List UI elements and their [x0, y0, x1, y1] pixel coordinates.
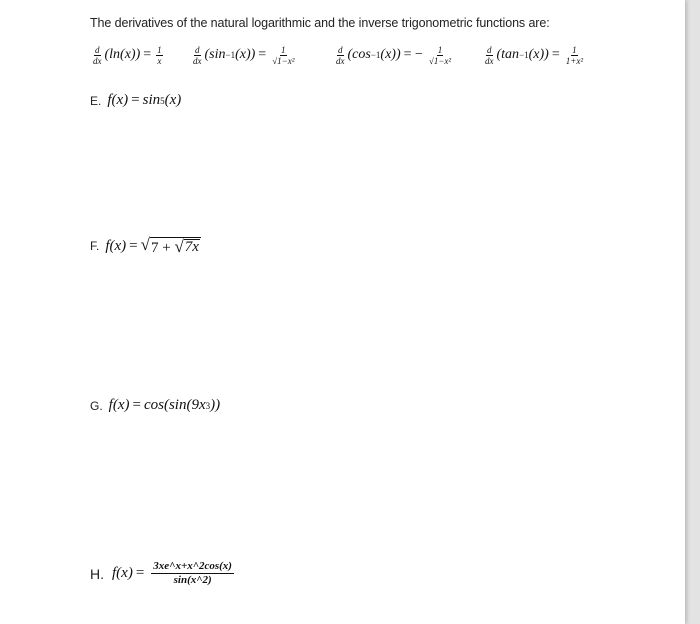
- formula-arctan: $\frac{d}{dx}$ (tan −1 (x)) = $\frac{1}{\text{1+x²}}$: [485, 44, 584, 66]
- problem-letter: F.: [90, 239, 100, 253]
- intro-text: The derivatives of the natural logarithmic and the inverse trigonometric functions are:: [90, 16, 550, 30]
- result-fraction: $\frac{1}{x}$: [157, 44, 162, 66]
- problem-e: E. f(x) = sin 5 (x): [90, 92, 182, 108]
- result-fraction: $\frac{1}{\text{1+x²}}$: [565, 44, 584, 66]
- fraction: [151, 560, 234, 587]
- problem-h: H. f(x) = $\frac{3xe\^{}x+x\^{}2\cos(x)}{\sin(x\^{}2)}$: [90, 560, 232, 586]
- result-fraction: $\frac{1}{\text{√1−x²}}$: [272, 44, 295, 66]
- problem-letter: G.: [90, 398, 103, 413]
- inner-square-root: √ 7x: [174, 237, 199, 256]
- derivative-formulas: [90, 38, 680, 72]
- result-fraction: $\frac{1}{\text{√1−x²}}$: [428, 44, 452, 66]
- d-dx-operator: $\frac{d}{dx}$: [336, 44, 345, 66]
- denominator: sin(x^2): [173, 574, 212, 586]
- problem-letter: H.: [90, 565, 104, 582]
- problem-g: G. f(x) = cos(sin(9x 3 )): [90, 397, 221, 413]
- problem-f: F. f(x) = √ 7 + √ 7x: [90, 235, 199, 256]
- formula-arcsin: $\frac{d}{dx}$ (sin −1 (x)) = $\frac{1}{\text{√1−x²}}$: [193, 44, 295, 66]
- square-root: √ 7 + √ 7x: [140, 235, 199, 256]
- d-dx-operator: $\frac{d}{dx}$: [93, 44, 102, 66]
- numerator: 3xe^x+x^2cos(x): [153, 560, 232, 572]
- formula-arccos: $\frac{d}{dx}$ (cos −1 (x)) = − $\frac{1}{\text{√1−x²}}$: [336, 44, 452, 66]
- d-dx-operator: $\frac{d}{dx}$: [193, 44, 202, 66]
- d-dx-operator: $\frac{d}{dx}$: [485, 44, 494, 66]
- problem-letter: E.: [90, 93, 102, 108]
- formula-ln: $\frac{d}{dx}$ (ln(x)) = $\frac{1}{x}$: [93, 44, 162, 66]
